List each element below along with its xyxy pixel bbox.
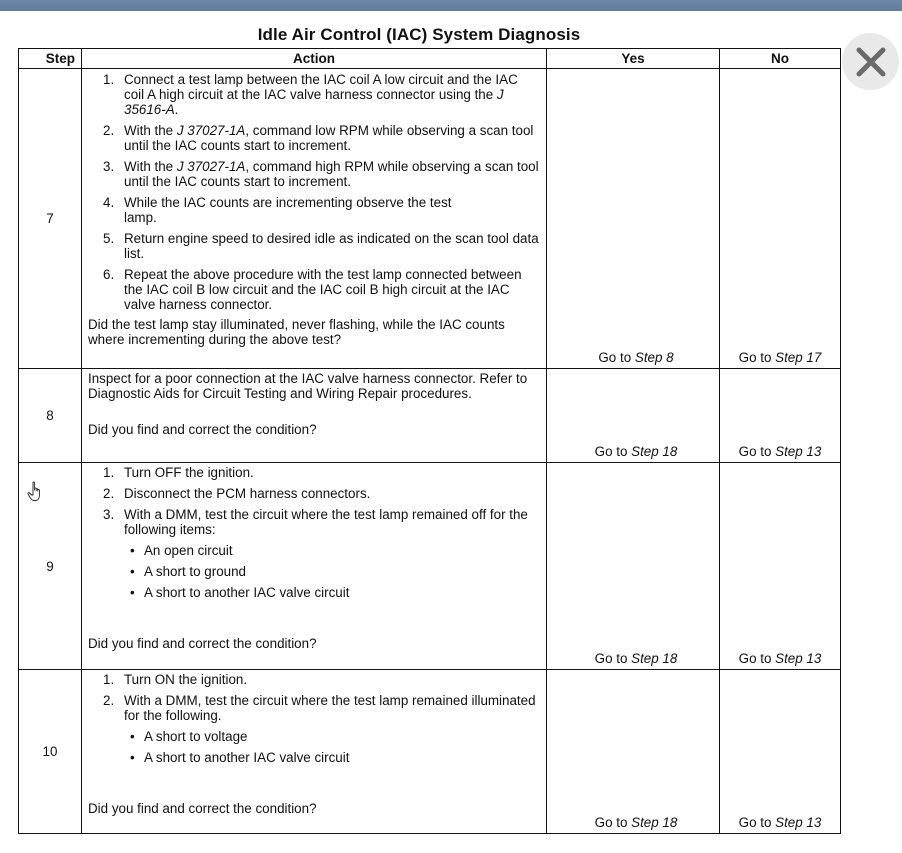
action-step: 6. Repeat the above procedure with the test lamp connected between the IAC coil B low circuit and the IAC coil B high circuit at the IAC valve harness connector. <box>103 267 522 312</box>
action-step: 2. With the J 37027-1A, command low RPM while observing a scan tool until the IAC counts start to increment. <box>103 123 534 153</box>
step-number: 7 <box>19 69 82 369</box>
no-cell <box>720 369 841 463</box>
bullet-item: • A short to another IAC valve circuit <box>124 585 540 600</box>
action-question: Did you find and correct the condition? <box>88 422 317 437</box>
table-row-step-7 <box>19 69 841 369</box>
diagnosis-table <box>18 48 841 834</box>
no-cell <box>720 69 841 369</box>
action-cell <box>82 670 547 834</box>
viewer-title-bar <box>0 0 902 11</box>
close-button[interactable] <box>842 33 899 90</box>
goto-step-link[interactable]: Go to Step 13 <box>738 444 822 459</box>
step-number: 8 <box>19 369 82 463</box>
column-header-no: No <box>720 49 841 69</box>
table-header-row <box>19 49 841 69</box>
no-cell <box>720 463 841 670</box>
goto-step-link[interactable]: Go to Step 18 <box>594 815 678 830</box>
bullet-list <box>124 729 540 765</box>
action-step: 3. With a DMM, test the circuit where the test lamp remained off for the following items: • An open circuit • A short to ground • A short to another IAC valve circuit <box>88 507 540 600</box>
table-row-step-8 <box>19 369 841 463</box>
yes-cell <box>547 463 720 670</box>
column-header-step: Step <box>19 49 82 69</box>
action-steps-list <box>88 672 540 765</box>
action-step: 5. Return engine speed to desired idle as indicated on the scan tool data list. <box>103 231 539 261</box>
action-step: 1. Turn ON the ignition. <box>103 672 248 687</box>
bullet-list <box>124 543 540 600</box>
action-question: Did you find and correct the condition? <box>88 801 317 816</box>
tool-reference: J 35616-A <box>124 87 504 117</box>
action-step: 2. Disconnect the PCM harness connectors. <box>103 486 371 501</box>
document-title: Idle Air Control (IAC) System Diagnosis <box>257 25 581 44</box>
tool-reference: J 37027-1A <box>176 123 246 138</box>
yes-cell <box>547 670 720 834</box>
bullet-item: • A short to another IAC valve circuit <box>124 750 540 765</box>
table-row-step-9 <box>19 463 841 670</box>
action-steps-list <box>88 465 540 600</box>
goto-step-link[interactable]: Go to Step 8 <box>598 350 674 365</box>
action-question: Did you find and correct the condition? <box>88 636 317 651</box>
action-cell <box>82 369 547 463</box>
goto-step-link[interactable]: Go to Step 18 <box>594 444 678 459</box>
action-step: 2. With a DMM, test the circuit where the test lamp remained illuminated for the following. • A short to voltage • A short to another IAC valve circuit <box>88 693 540 765</box>
action-step: 1. Turn OFF the ignition. <box>103 465 254 480</box>
goto-step-link[interactable]: Go to Step 13 <box>738 651 822 666</box>
close-x-icon <box>854 45 888 79</box>
action-step: 1. Connect a test lamp between the IAC coil A low circuit and the IAC coil A high circuit at the IAC valve harness connector using the J 35616-A. <box>103 72 518 117</box>
bullet-item: • A short to ground <box>124 564 540 579</box>
no-cell <box>720 670 841 834</box>
action-step: 3. With the J 37027-1A, command high RPM while observing a scan tool until the IAC counts start to increment. <box>103 159 539 189</box>
goto-step-link[interactable]: Go to Step 18 <box>594 651 678 666</box>
action-steps-list <box>88 71 540 312</box>
action-paragraph: Inspect for a poor connection at the IAC valve harness connector. Refer to Diagnostic Aids for Circuit Testing and Wiring Repair procedures. <box>88 371 528 401</box>
goto-step-link[interactable]: Go to Step 13 <box>738 815 822 830</box>
step-number: 9 <box>19 463 82 670</box>
hand-pointer-icon <box>27 481 45 503</box>
action-step: 4. While the IAC counts are incrementing observe the test lamp. <box>103 195 452 225</box>
yes-cell <box>547 69 720 369</box>
bullet-item: • An open circuit <box>124 543 540 558</box>
step-number: 10 <box>19 670 82 834</box>
action-cell <box>82 463 547 670</box>
column-header-action: Action <box>82 49 547 69</box>
bullet-item: • A short to voltage <box>124 729 540 744</box>
goto-step-link[interactable]: Go to Step 17 <box>738 350 822 365</box>
column-header-yes: Yes <box>547 49 720 69</box>
table-row-step-10 <box>19 670 841 834</box>
action-cell <box>82 69 547 369</box>
yes-cell <box>547 369 720 463</box>
action-question: Did the test lamp stay illuminated, never flashing, while the IAC counts where incrementing during the above test? <box>88 317 505 347</box>
tool-reference: J 37027-1A <box>176 159 246 174</box>
